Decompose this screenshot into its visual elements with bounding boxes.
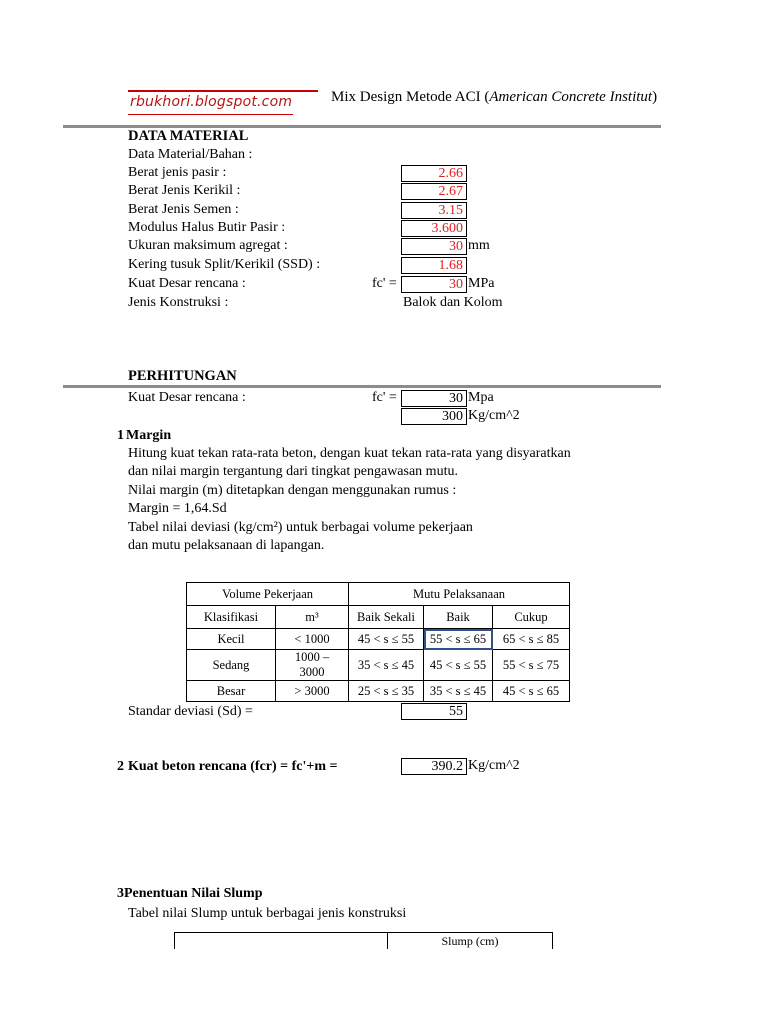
konstruksi-label: Jenis Konstruksi :: [128, 295, 229, 310]
table-cell[interactable]: 65 < s ≤ 85: [493, 629, 570, 650]
header-baik-sekali: Baik Sekali: [349, 606, 424, 629]
table-cell[interactable]: 45 < s ≤ 65: [493, 681, 570, 702]
row-label-semen: Berat Jenis Semen :: [128, 202, 239, 217]
section1-line-2: dan nilai margin tergantung dari tingkat pengawasan mutu.: [128, 464, 458, 479]
section1-line-3: Nilai margin (m) ditetapkan dengan menggunakan rumus :: [128, 483, 457, 498]
logo-top-rule: [128, 90, 318, 92]
section1-heading: 1 Margin: [117, 428, 172, 443]
data-material-heading: DATA MATERIAL: [128, 128, 249, 144]
unit-kuat-desar: MPa: [468, 276, 495, 291]
section1-line-1: Hitung kuat tekan rata-rata beton, dengan kuat tekan rata-rata yang disyaratkan: [128, 446, 571, 461]
table-cell[interactable]: 1000 – 3000: [276, 650, 349, 681]
table-cell[interactable]: 35 < s ≤ 45: [424, 681, 493, 702]
section3-desc: Tabel nilai Slump untuk berbagai jenis konstruksi: [128, 906, 407, 921]
table-cell[interactable]: 25 < s ≤ 35: [349, 681, 424, 702]
table-cell-selected[interactable]: 55 < s ≤ 65: [424, 629, 493, 650]
fcr-unit: Kg/cm^2: [468, 758, 520, 773]
table-cell[interactable]: > 3000: [276, 681, 349, 702]
section1-line-4: Margin = 1,64.Sd: [128, 501, 227, 516]
table-cell[interactable]: 45 < s ≤ 55: [424, 650, 493, 681]
table-row: [187, 629, 570, 650]
perhitungan-rule: [63, 385, 661, 388]
section2-heading: 2 Kuat beton rencana (fcr) = fc'+m =: [117, 759, 338, 774]
data-material-subheading: Data Material/Bahan :: [128, 147, 253, 162]
value-cell-pasir[interactable]: 2.66: [401, 165, 467, 182]
value-cell-ssd[interactable]: 1.68: [401, 257, 467, 274]
section1-line-5: Tabel nilai deviasi (kg/cm²) untuk berbagai volume pekerjaan: [128, 520, 473, 535]
konstruksi-value: Balok dan Kolom: [403, 295, 503, 310]
fc-prefix: fc' =: [372, 276, 397, 291]
perhitungan-value-mpa[interactable]: 30: [401, 390, 467, 407]
row-label-modulus: Modulus Halus Butir Pasir :: [128, 220, 286, 235]
slump-table: [174, 932, 553, 949]
perhitungan-kuat-label: Kuat Desar rencana :: [128, 390, 246, 405]
perhitungan-value-kg[interactable]: 300: [401, 408, 467, 425]
table-cell[interactable]: Kecil: [187, 629, 276, 650]
perhitungan-unit-kg: Kg/cm^2: [468, 408, 520, 423]
section1-line-6: dan mutu pelaksanaan di lapangan.: [128, 538, 325, 553]
document-title: Mix Design Metode ACI (American Concrete Institut): [331, 89, 658, 105]
group-header-mutu: Mutu Pelaksanaan: [349, 583, 570, 606]
row-label-pasir: Berat jenis pasir :: [128, 165, 227, 180]
value-cell-agregat[interactable]: 30: [401, 238, 467, 255]
perhitungan-heading: PERHITUNGAN: [128, 368, 237, 384]
logo-bottom-rule: [128, 114, 293, 115]
sd-value-cell[interactable]: 55: [401, 703, 467, 720]
sd-label: Standar deviasi (Sd) =: [128, 704, 253, 719]
table-cell[interactable]: Sedang: [187, 650, 276, 681]
row-label-ssd: Kering tusuk Split/Kerikil (SSD) :: [128, 257, 321, 272]
table-row: [187, 681, 570, 702]
unit-agregat: mm: [468, 238, 490, 253]
slump-table-header: Slump (cm): [388, 933, 553, 950]
slump-table-left-cell: [175, 933, 388, 950]
table-cell[interactable]: 55 < s ≤ 75: [493, 650, 570, 681]
table-cell[interactable]: Besar: [187, 681, 276, 702]
deviation-table: [186, 582, 570, 702]
header-baik: Baik: [424, 606, 493, 629]
header-klasifikasi: Klasifikasi: [187, 606, 276, 629]
logo-text: rbukhori.blogspot.com: [130, 94, 293, 110]
row-label-kuat-desar: Kuat Desar rencana :: [128, 276, 246, 291]
value-cell-kerikil[interactable]: 2.67: [401, 183, 467, 200]
perhitungan-unit-mpa: Mpa: [468, 390, 494, 405]
header-cukup: Cukup: [493, 606, 570, 629]
perhitungan-fc-prefix: fc' =: [372, 390, 397, 405]
value-cell-modulus[interactable]: 3.600: [401, 220, 467, 237]
header-m3: m³: [276, 606, 349, 629]
table-row: [187, 650, 570, 681]
row-label-kerikil: Berat Jenis Kerikil :: [128, 183, 241, 198]
fcr-value-cell[interactable]: 390.2: [401, 758, 467, 775]
value-cell-kuat-desar[interactable]: 30: [401, 276, 467, 293]
table-cell[interactable]: 45 < s ≤ 55: [349, 629, 424, 650]
row-label-agregat: Ukuran maksimum agregat :: [128, 238, 288, 253]
section3-heading: 3Penentuan Nilai Slump: [117, 886, 263, 901]
table-cell[interactable]: < 1000: [276, 629, 349, 650]
value-cell-semen[interactable]: 3.15: [401, 202, 467, 219]
table-cell[interactable]: 35 < s ≤ 45: [349, 650, 424, 681]
group-header-volume: Volume Pekerjaan: [187, 583, 349, 606]
